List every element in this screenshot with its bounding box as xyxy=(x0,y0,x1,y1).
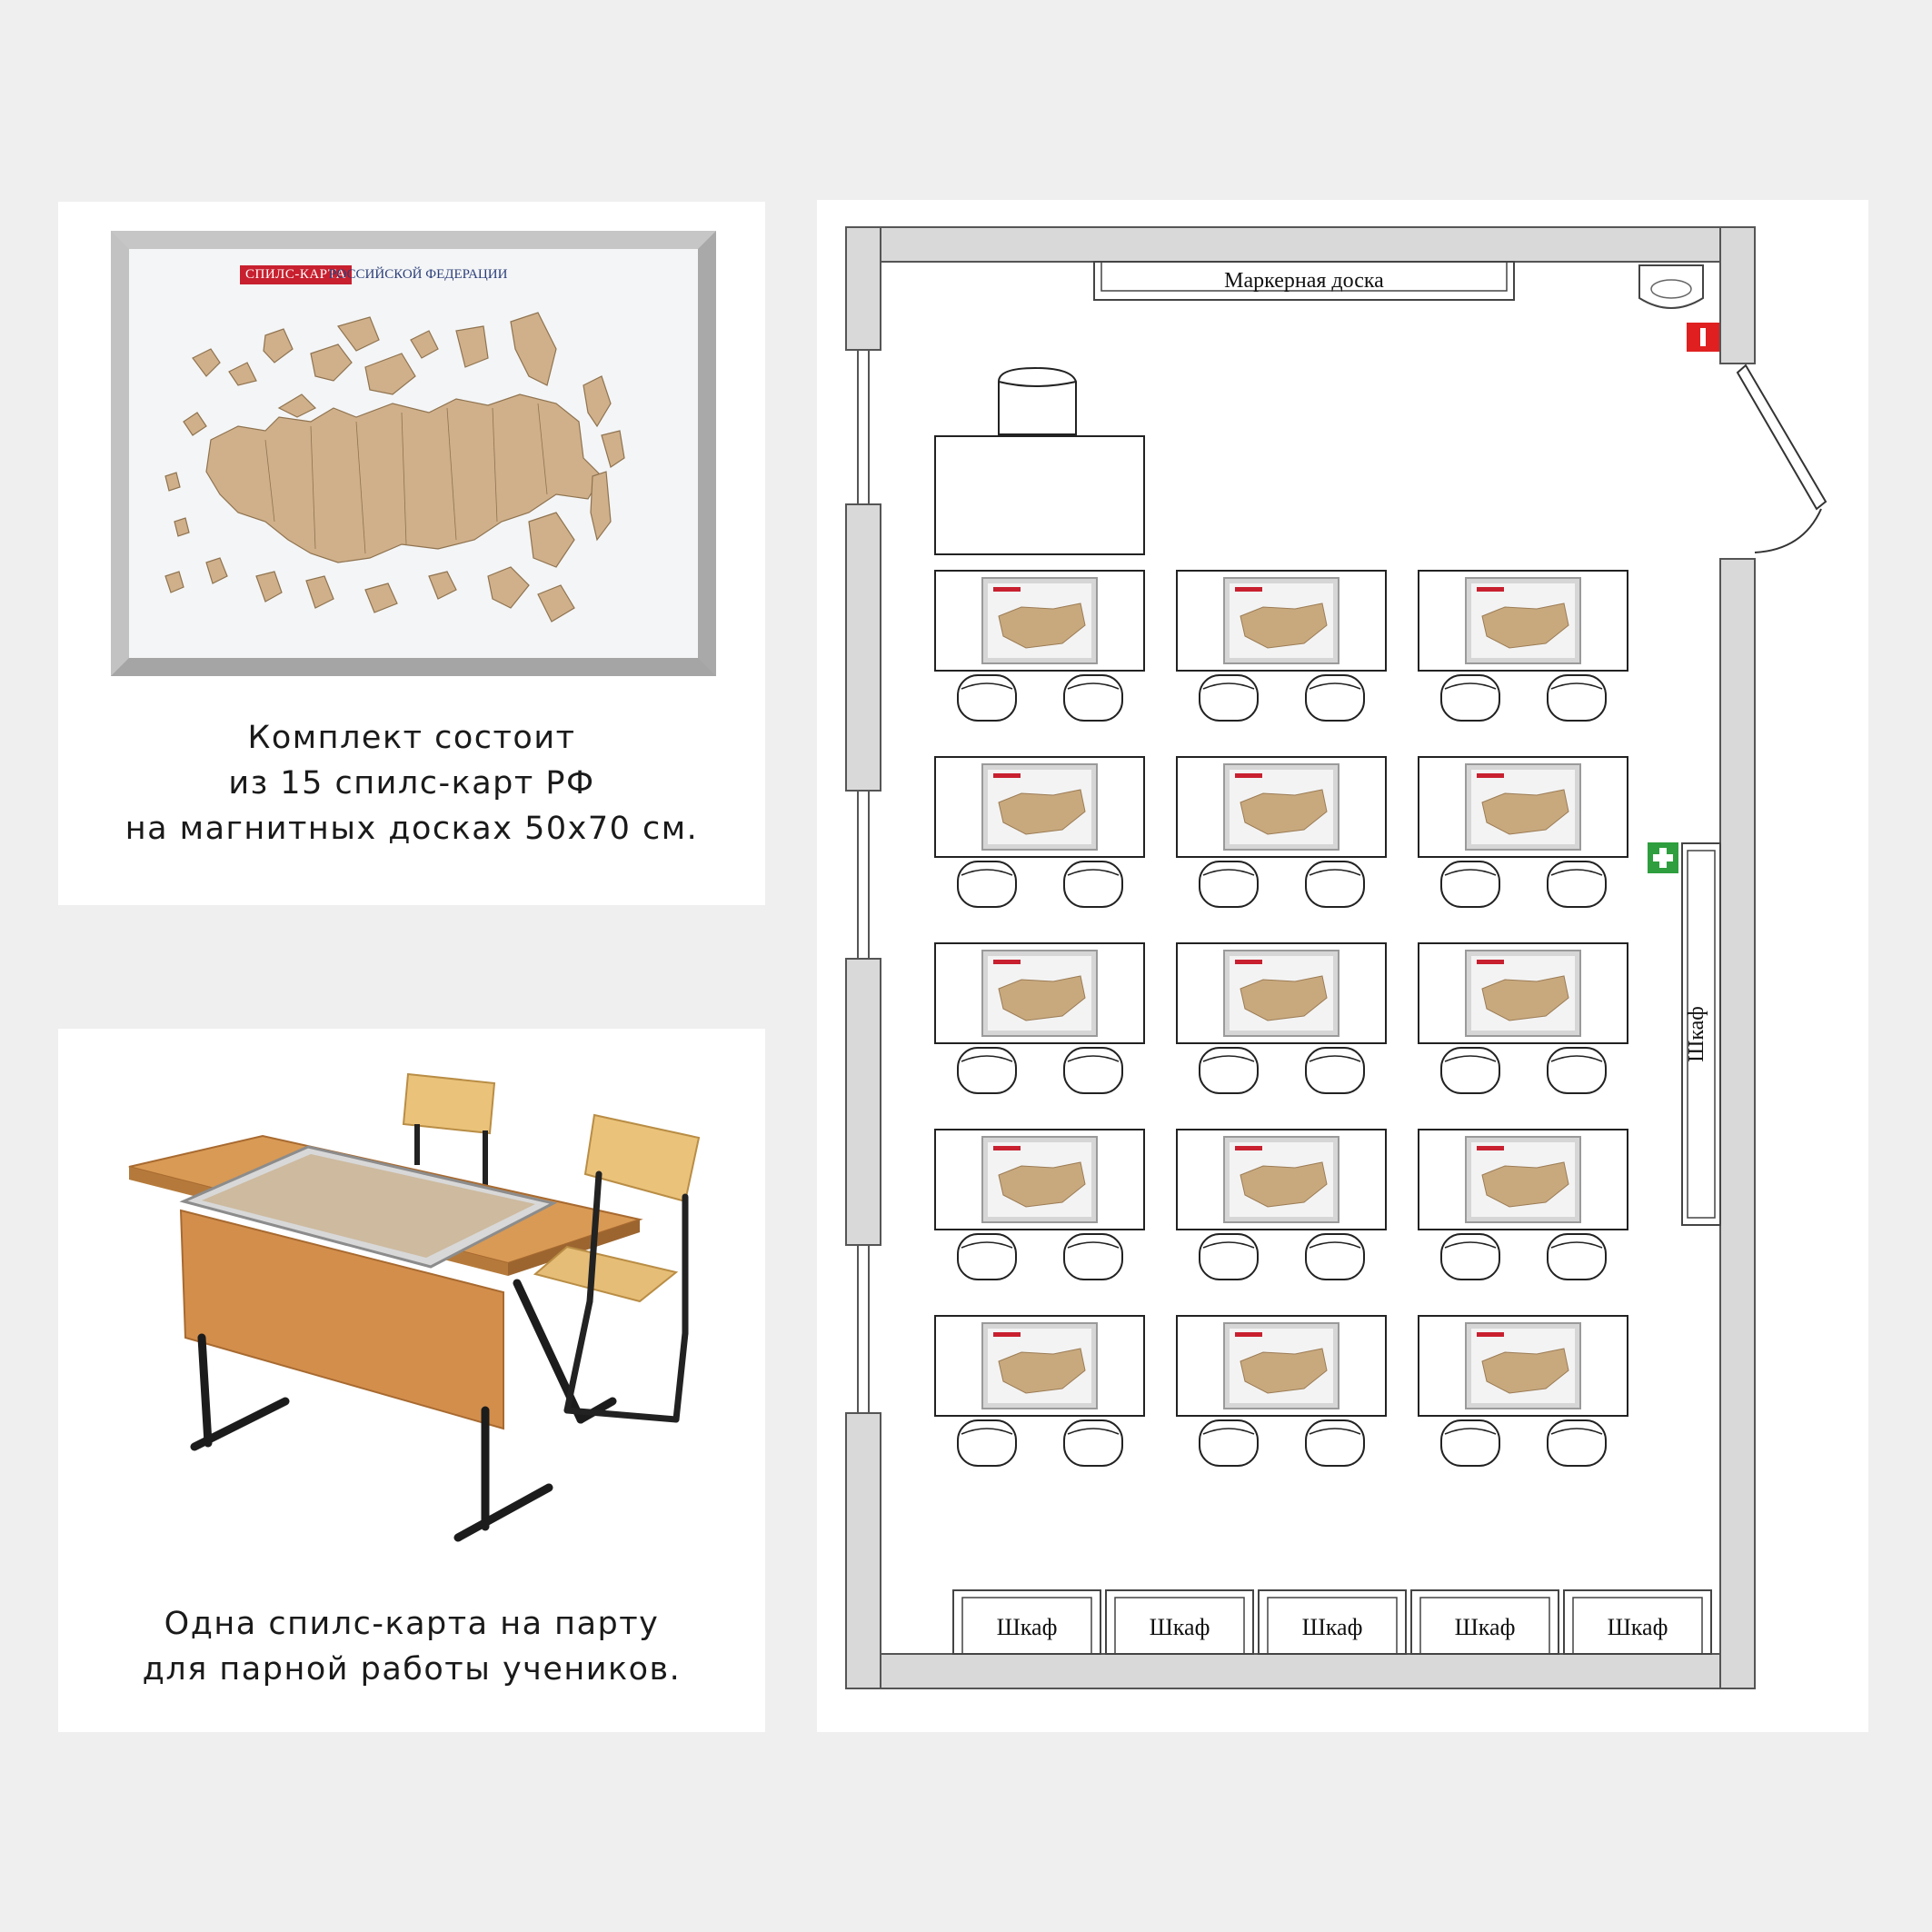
student-desk xyxy=(935,943,1144,1093)
student-chair xyxy=(1200,1420,1258,1466)
board-title-label: РОССИЙСКОЙ ФЕДЕРАЦИИ xyxy=(329,267,508,282)
bottom-cabinet xyxy=(1564,1590,1711,1654)
student-desk xyxy=(935,571,1144,721)
student-desk xyxy=(1419,757,1628,907)
map-caption-line: на магнитных досках 50х70 см. xyxy=(124,811,699,847)
student-chair xyxy=(1306,675,1364,721)
floor-plan-drawing xyxy=(817,200,1868,1732)
student-chair xyxy=(1200,861,1258,907)
student-chair xyxy=(1200,675,1258,721)
student-chair xyxy=(958,1048,1016,1093)
board-brand-label: СПИЛС-КАРТА xyxy=(240,265,352,284)
wall-left-segment xyxy=(846,959,881,1245)
wall-right-segment xyxy=(1720,227,1755,363)
student-desk xyxy=(1177,943,1386,1093)
student-chair xyxy=(1548,1420,1606,1466)
bottom-cabinet xyxy=(953,1590,1100,1654)
student-chair xyxy=(1064,1048,1122,1093)
student-chair xyxy=(1200,1048,1258,1093)
student-chair xyxy=(1548,1048,1606,1093)
whiteboard-label: Маркерная доска xyxy=(1224,269,1384,293)
first-aid-icon xyxy=(1648,842,1678,873)
teacher-desk xyxy=(935,368,1144,554)
map-caption xyxy=(58,715,765,851)
desk-panel xyxy=(58,1029,765,1732)
student-chair xyxy=(958,861,1016,907)
classroom-floor-plan xyxy=(817,200,1868,1732)
student-desks xyxy=(935,571,1628,1466)
school-desk-illustration xyxy=(58,1029,765,1574)
bottom-cabinet-label: Шкаф xyxy=(1149,1614,1210,1640)
bottom-cabinet-label: Шкаф xyxy=(1301,1614,1363,1640)
student-chair xyxy=(1548,861,1606,907)
russia-wooden-map xyxy=(129,249,698,658)
wall-left-segment xyxy=(846,504,881,791)
student-desk xyxy=(1419,571,1628,721)
map-board-panel xyxy=(58,202,765,905)
student-desk xyxy=(1177,757,1386,907)
student-chair xyxy=(1306,1234,1364,1280)
bottom-cabinet-label: Шкаф xyxy=(1607,1614,1668,1640)
student-desk xyxy=(1177,1316,1386,1466)
student-desk xyxy=(1419,1130,1628,1280)
bottom-cabinet-label: Шкаф xyxy=(1454,1614,1516,1640)
student-chair xyxy=(1064,1234,1122,1280)
desk-caption-line: для парной работы учеников. xyxy=(142,1651,682,1688)
student-desk xyxy=(1177,571,1386,721)
map-caption-line: Комплект состоит xyxy=(247,720,576,756)
student-chair xyxy=(1548,1234,1606,1280)
student-chair xyxy=(1441,861,1499,907)
map-caption-line: из 15 спилс-карт РФ xyxy=(228,765,595,802)
desk-caption xyxy=(58,1601,765,1692)
student-chair xyxy=(958,1234,1016,1280)
bottom-cabinet-label: Шкаф xyxy=(996,1614,1058,1640)
student-chair xyxy=(1306,1048,1364,1093)
sink xyxy=(1639,265,1703,308)
student-chair xyxy=(958,1420,1016,1466)
student-desk xyxy=(935,1130,1144,1280)
wall-right-segment xyxy=(1720,559,1755,1688)
door xyxy=(1738,365,1826,553)
student-desk xyxy=(935,1316,1144,1466)
student-chair xyxy=(1441,1234,1499,1280)
student-chair xyxy=(1306,861,1364,907)
student-chair xyxy=(1306,1420,1364,1466)
student-desk xyxy=(1419,1316,1628,1466)
student-chair xyxy=(1064,861,1122,907)
student-desk xyxy=(1177,1130,1386,1280)
wall-bottom xyxy=(846,1654,1755,1688)
wall-left-segment xyxy=(846,1413,881,1688)
student-chair xyxy=(1064,1420,1122,1466)
bottom-cabinet xyxy=(1106,1590,1253,1654)
bottom-cabinet xyxy=(1259,1590,1406,1654)
bottom-cabinets xyxy=(953,1590,1711,1654)
map-board-frame xyxy=(111,231,716,676)
student-chair xyxy=(1548,675,1606,721)
student-desk xyxy=(1419,943,1628,1093)
wall-left-segment xyxy=(846,227,881,350)
student-desk xyxy=(935,757,1144,907)
wall-top xyxy=(846,227,1755,262)
student-chair xyxy=(1441,1048,1499,1093)
side-cabinet-label: Шкаф xyxy=(1685,1006,1708,1062)
student-chair xyxy=(958,675,1016,721)
desk-caption-line: Одна спилс-карта на парту xyxy=(164,1606,660,1642)
student-chair xyxy=(1441,675,1499,721)
student-chair xyxy=(1200,1234,1258,1280)
student-chair xyxy=(1441,1420,1499,1466)
student-chair xyxy=(1064,675,1122,721)
bottom-cabinet xyxy=(1411,1590,1559,1654)
board-header xyxy=(149,265,680,287)
